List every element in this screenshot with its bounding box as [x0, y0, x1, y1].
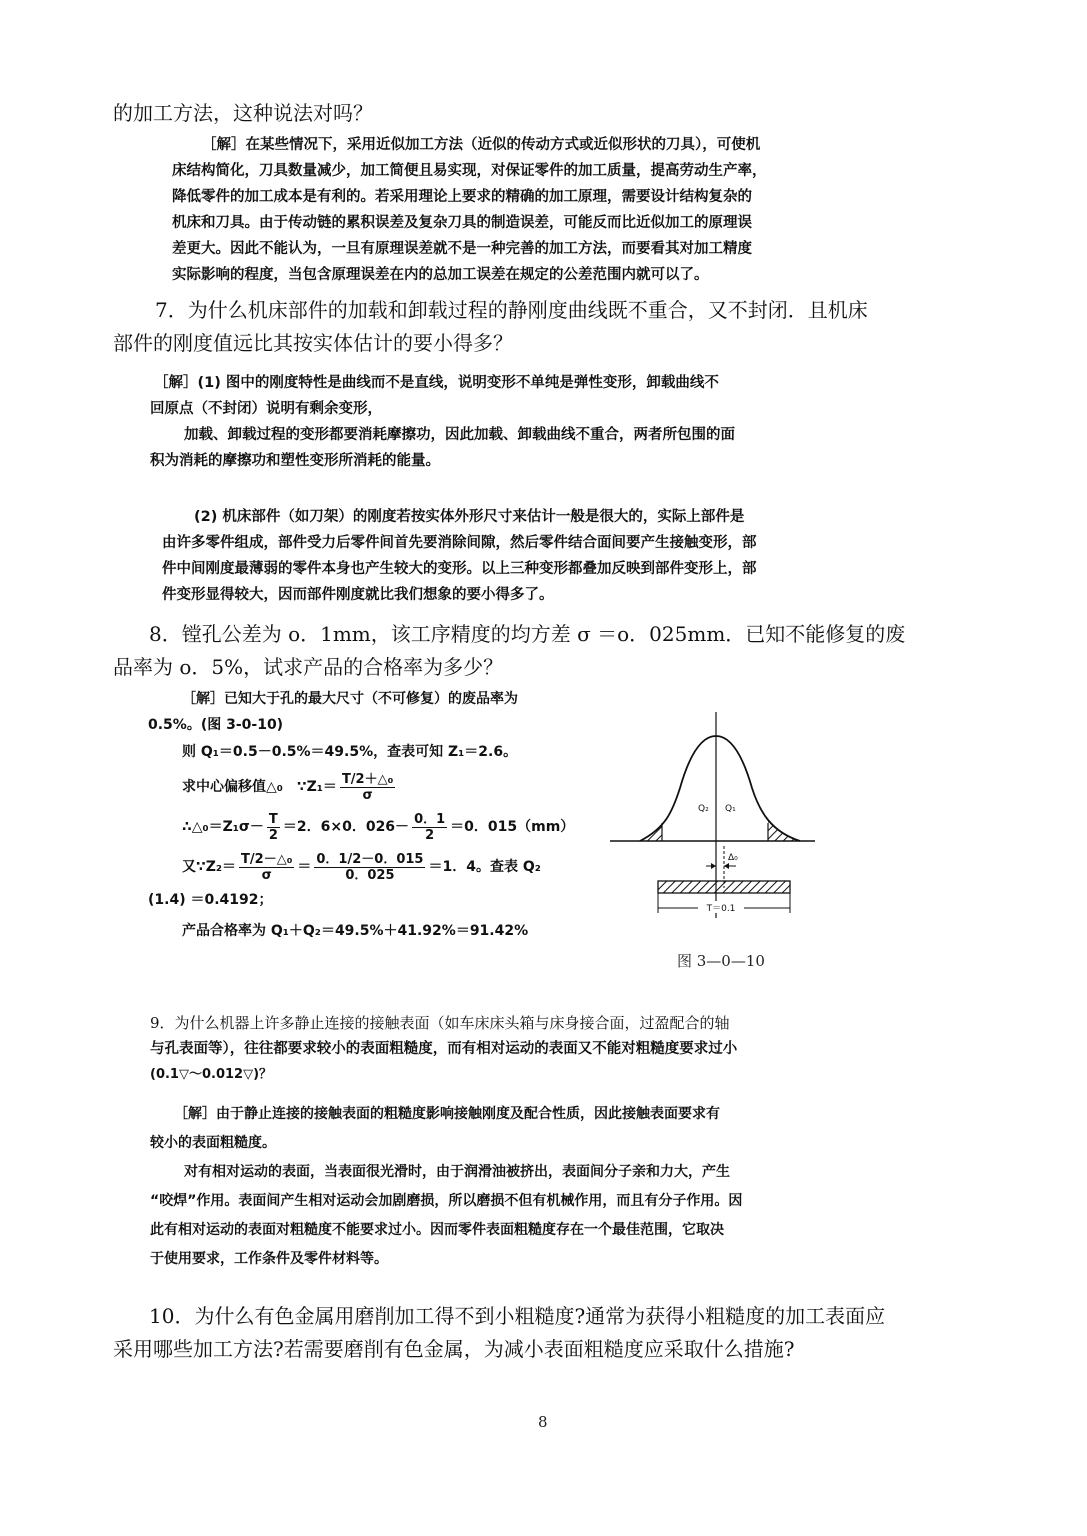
normal-distribution-figure — [610, 708, 820, 923]
answer-line: (2) 机床部件（如刀架）的刚度若按实体外形尺寸来估计一般是很大的，实际上部件是 — [194, 509, 745, 525]
label-tolerance: T＝0.1 — [706, 904, 736, 914]
solution-text: ＝ — [297, 859, 312, 875]
fraction-denominator: 2 — [268, 827, 278, 843]
q9-answer — [150, 1100, 742, 1274]
answer-line: 对有相对运动的表面，当表面很光滑时，由于润滑油被挤出，表面间分子亲和力大，产生 — [184, 1164, 730, 1180]
q6-answer-line: ［解］在某些情况下，采用近似加工方法（近似的传动方式或近似形状的刀具），可使机 — [202, 137, 761, 153]
fraction — [340, 772, 395, 803]
q6-answer-line: 实际影响的程度，当包含原理误差在内的总加工误差在规定的公差范围内就可以了。 — [172, 267, 709, 283]
left-tail-hatch — [640, 788, 680, 841]
question-line: 10．为什么有色金属用磨削加工得不到小粗糙度?通常为获得小粗糙度的加工表面应 — [149, 1304, 886, 1328]
question-10 — [113, 1300, 885, 1366]
question-7 — [113, 294, 868, 360]
solution-text: ＝0．015（mm） — [450, 819, 575, 835]
q7-answer-2 — [162, 504, 757, 608]
solution-line: ［解］已知大于孔的最大尺寸（不可修复）的废品率为 — [182, 691, 518, 707]
solution-line: 产品合格率为 Q₁＋Q₂＝49.5%＋41.92%＝91.42% — [182, 923, 529, 939]
question-line: 8．镗孔公差为 o．1mm，该工序精度的均方差 σ ＝o．025mm．已知不能修复的废 — [149, 622, 906, 646]
answer-line: 件变形显得较大，因而部件刚度就比我们想象的要小得多了。 — [162, 587, 554, 603]
answer-line: 由许多零件组成，部件受力后零件间首先要消除间隙，然后零件结合面间要产生接触变形，部 — [162, 535, 757, 551]
label-q1: Q₁ — [725, 804, 736, 814]
page-number: 8 — [538, 1413, 548, 1431]
answer-line: 积为消耗的摩擦功和塑性变形所消耗的能量。 — [150, 453, 440, 469]
question-line: (0.1▽～0.012▽)？ — [150, 1067, 273, 1082]
question-line: 采用哪些加工方法?若需要磨削有色金属，为减小表面粗糙度应采取什么措施? — [113, 1337, 795, 1361]
bell-curve — [640, 736, 800, 841]
fraction-denominator: 0．025 — [345, 867, 395, 883]
fraction-numerator: T/2＋△₀ — [341, 771, 394, 787]
figure-caption: 图 3—0—10 — [677, 952, 765, 970]
q6-answer — [172, 132, 767, 288]
q7-answer-1 — [150, 370, 735, 474]
q8-solution — [148, 685, 608, 949]
solution-line: (1.4) ＝0.4192； — [148, 892, 273, 908]
answer-line: 此有相对运动的表面对粗糙度不能要求过小。因而零件表面粗糙度存在一个最佳范围，它取决 — [150, 1222, 724, 1238]
solution-text: 又∵Z₂＝ — [182, 859, 237, 875]
fraction-denominator: 2 — [425, 827, 435, 843]
q6-answer-line: 床结构简化，刀具数量减少，加工简便且易实现，对保证零件的加工质量，提高劳动生产率， — [172, 163, 767, 179]
solution-line: 则 Q₁＝0.5－0.5%＝49.5%，查表可知 Z₁＝2.6。 — [182, 744, 518, 760]
q6-answer-line: 差更大。因此不能认为，一旦有原理误差就不是一种完善的加工方法，而要看其对加工精度 — [172, 241, 752, 257]
label-delta: Δ₀ — [728, 853, 738, 863]
fraction-numerator: 0．1/2－0．015 — [316, 851, 424, 867]
answer-line: 加载、卸载过程的变形都要消耗摩擦功，因此加载、卸载曲线不重合，两者所包围的面 — [184, 427, 735, 443]
question-line: 品率为 o．5%，试求产品的合格率为多少？ — [113, 655, 504, 679]
solution-text: ＝1．4。查表 Q₂ — [428, 859, 541, 875]
question-line: 与孔表面等），往往都要求较小的表面粗糙度，而有相对运动的表面又不能对粗糙度要求过小 — [150, 1041, 738, 1057]
delta-arrowhead-left — [711, 863, 716, 869]
fraction-numerator: 0．1 — [414, 811, 446, 827]
answer-line: 回原点（不封闭）说明有剩余变形， — [150, 401, 382, 417]
q6-answer-line: 机床和刀具。由于传动链的累积误差及复杂刀具的制造误差，可能反而比近似加工的原理误 — [172, 215, 752, 231]
solution-text: 求中心偏移值△₀ ∵Z₁＝ — [182, 779, 337, 795]
fraction — [239, 852, 294, 883]
fraction-numerator: T — [267, 812, 280, 828]
fraction — [412, 812, 447, 843]
solution-line: 0.5%。(图 3-0-10) — [148, 717, 284, 733]
label-q2: Q₂ — [698, 804, 709, 814]
solution-line — [182, 807, 608, 847]
tolerance-bar — [658, 881, 790, 893]
answer-line: ［解］(1) 图中的刚度特性是曲线而不是直线，说明变形不单纯是弹性变形，卸载曲线不 — [154, 375, 719, 391]
intro-line: 的加工方法，这种说法对吗？ — [113, 101, 373, 125]
answer-line: ［解］由于静止连接的接触表面的粗糙度影响接触刚度及配合性质，因此接触表面要求有 — [174, 1106, 720, 1122]
fraction-numerator: T/2－△₀ — [241, 851, 293, 867]
answer-line: 于使用要求，工作条件及零件材料等。 — [150, 1251, 388, 1267]
fraction — [267, 812, 280, 843]
answer-line: 件中间刚度最薄弱的零件本身也产生较大的变形。以上三种变形都叠加反映到部件变形上，部 — [162, 561, 757, 577]
solution-line — [182, 847, 608, 887]
solution-text: ∴△₀＝Z₁σ－ — [182, 819, 264, 835]
q6-answer-line: 降低零件的加工成本是有利的。若采用理论上要求的精确的加工原理，需要设计结构复杂的 — [172, 189, 752, 205]
fraction-denominator: σ — [362, 787, 373, 803]
question-line: 部件的刚度值远比其按实体估计的要小得多？ — [113, 331, 513, 355]
solution-line — [182, 767, 608, 807]
fraction — [314, 852, 425, 883]
fraction-denominator: σ — [261, 867, 272, 883]
delta-arrowhead-right — [724, 863, 729, 869]
question-8 — [113, 618, 905, 684]
right-tail-hatch — [752, 788, 800, 841]
question-line: 7．为什么机床部件的加载和卸载过程的静刚度曲线既不重合，又不封闭．且机床 — [155, 298, 868, 322]
solution-text: ＝2．6×0．026－ — [282, 819, 410, 835]
question-line: 9．为什么机器上许多静止连接的接触表面（如车床床头箱与床身接合面，过盈配合的轴 — [150, 1014, 730, 1032]
answer-line: 较小的表面粗糙度。 — [150, 1135, 276, 1151]
question-9 — [150, 1010, 737, 1088]
answer-line: “咬焊”作用。表面间产生相对运动会加剧磨损，所以磨损不但有机械作用，而且有分子作用。因 — [150, 1193, 743, 1209]
